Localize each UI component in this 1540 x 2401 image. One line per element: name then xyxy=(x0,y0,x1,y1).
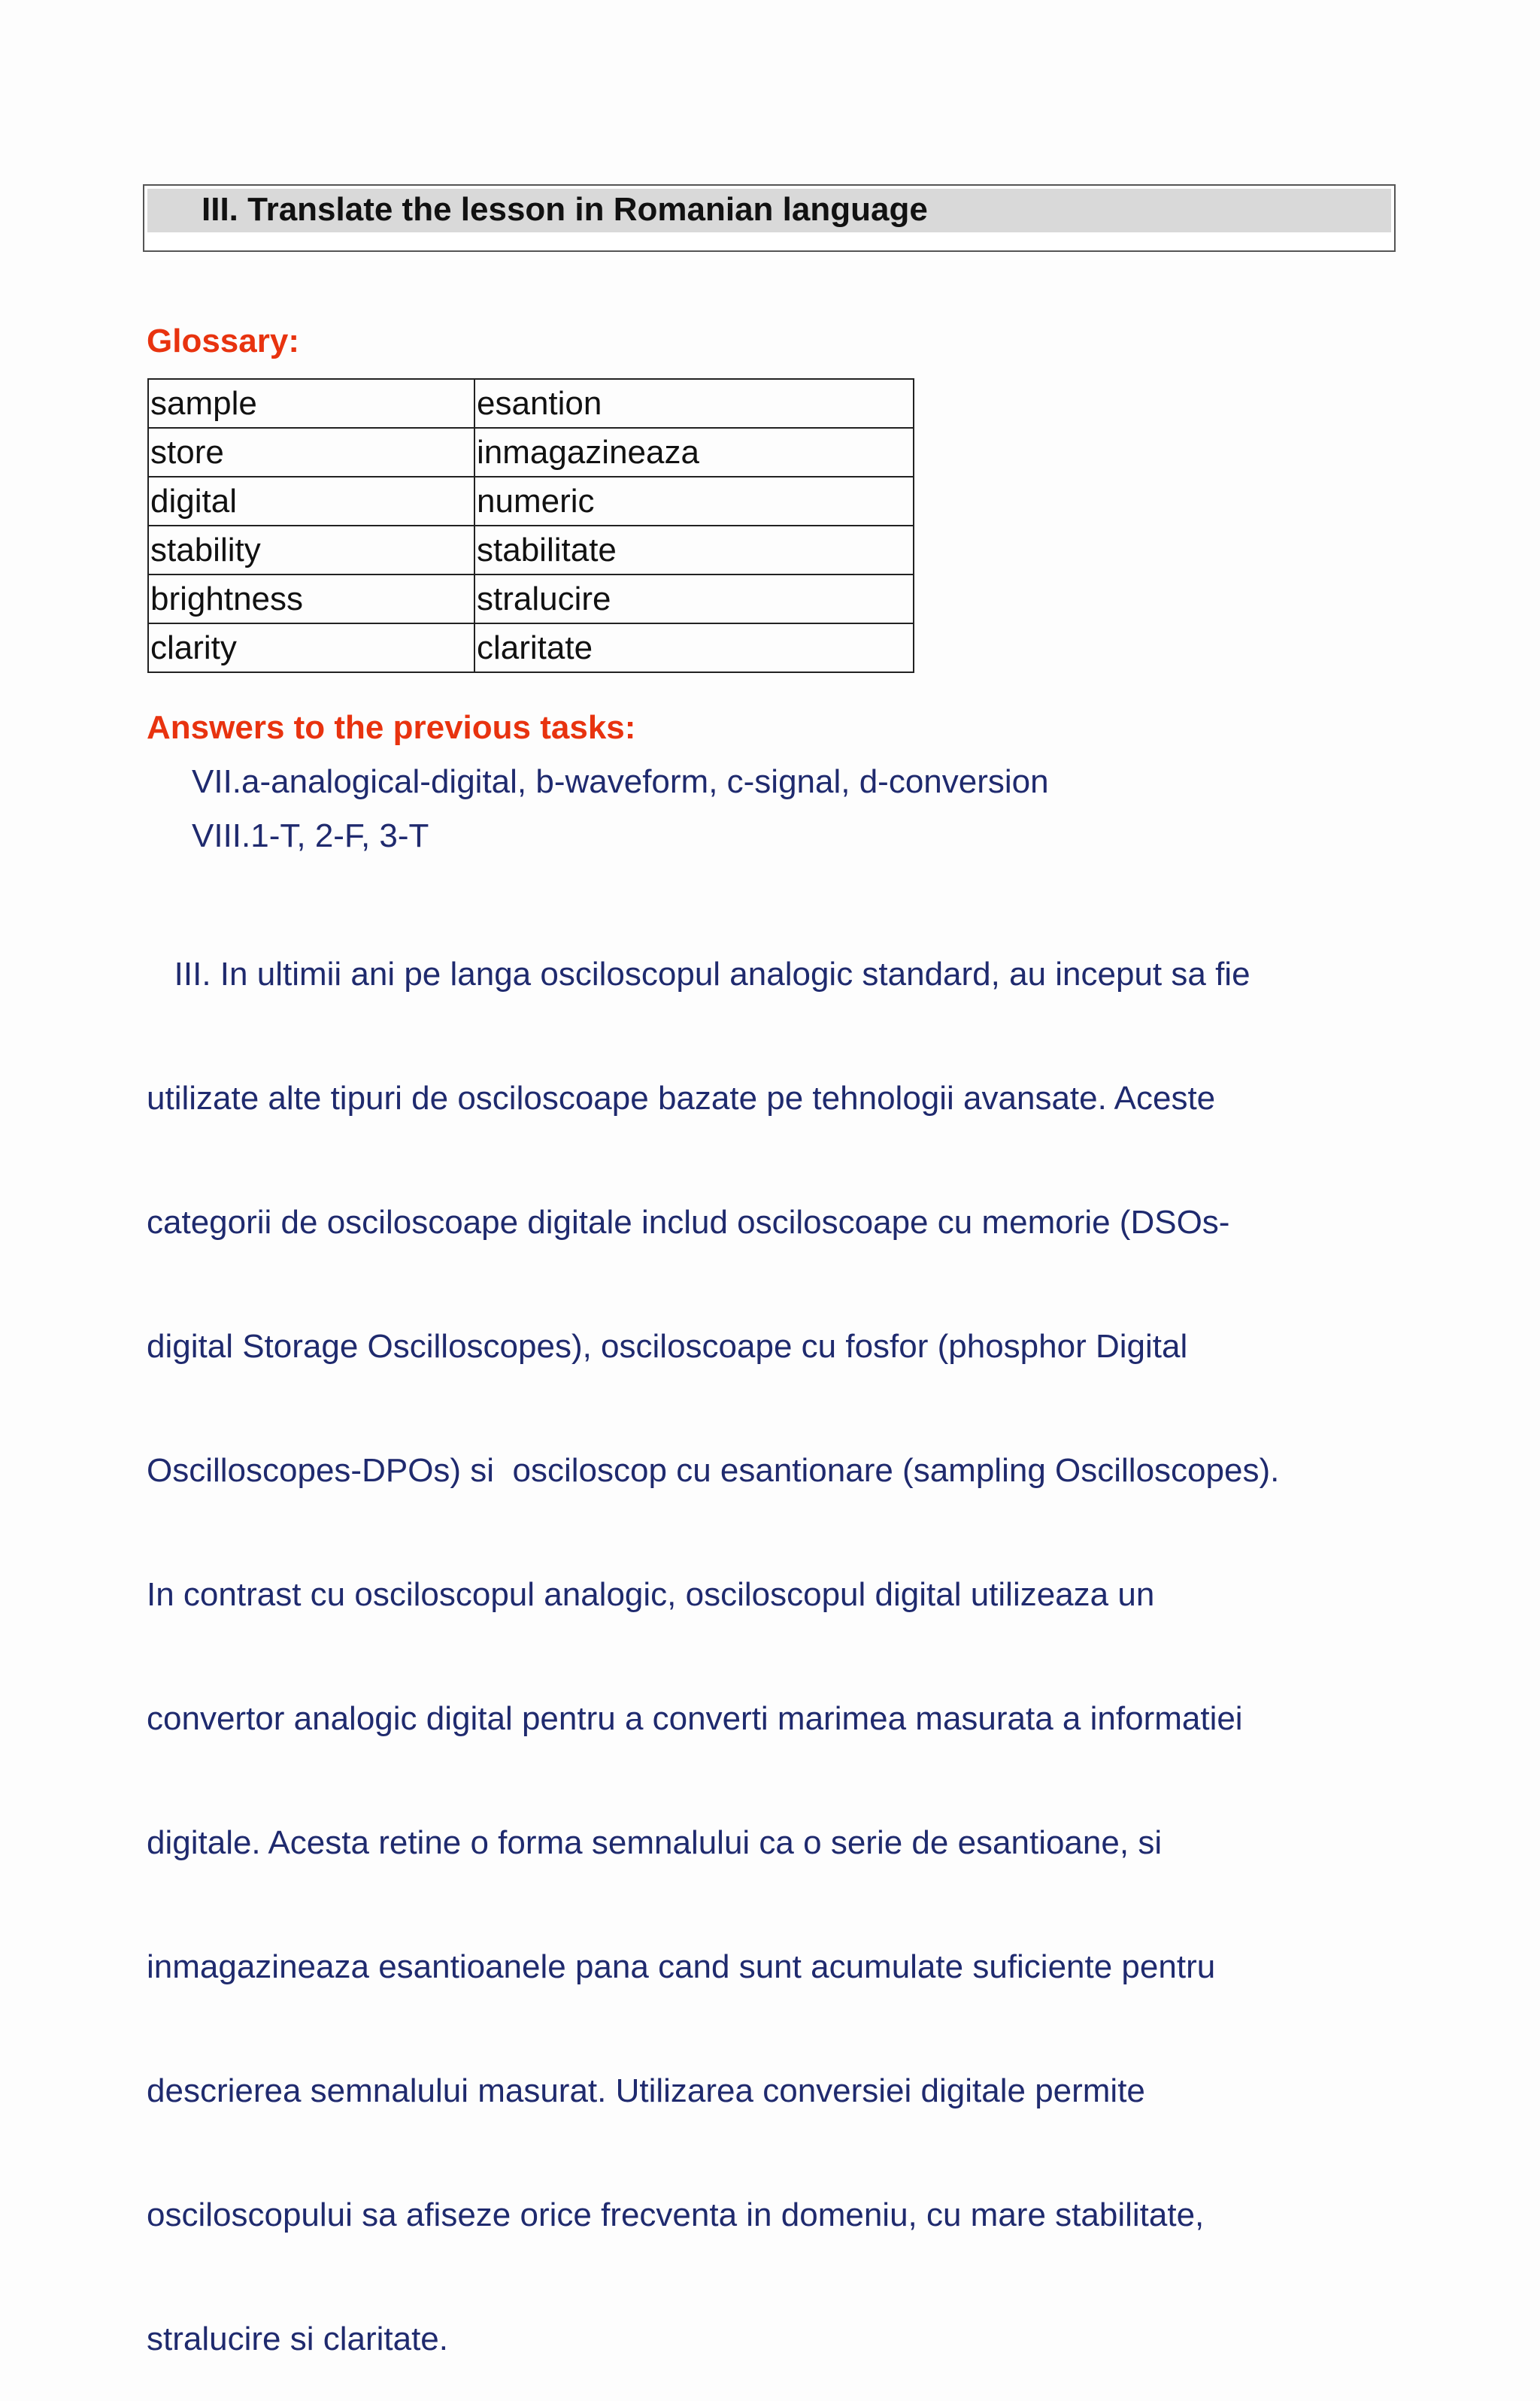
paragraph-line: stralucire si claritate. xyxy=(147,2321,449,2357)
glossary-table xyxy=(147,378,914,673)
paragraph-line: osciloscopului sa afiseze orice frecventa in domeniu, cu mare stabilitate, xyxy=(147,2196,1205,2233)
glossary-term: stability xyxy=(148,526,474,574)
paragraph-line: inmagazineaza esantioanele pana cand sunt acumulate suficiente pentru xyxy=(147,1948,1216,1985)
glossary-row xyxy=(148,428,914,477)
glossary-translation: inmagazineaza xyxy=(474,428,914,477)
paragraph-line: Oscilloscopes-DPOs) si osciloscop cu esantionare (sampling Oscilloscopes). xyxy=(147,1452,1280,1489)
answers-heading: Answers to the previous tasks: xyxy=(147,709,636,746)
paragraph-line: digitale. Acesta retine o forma semnalului ca o serie de esantioane, si xyxy=(147,1824,1163,1861)
glossary-translation: esantion xyxy=(474,379,914,428)
glossary-row xyxy=(148,477,914,526)
glossary-row xyxy=(148,379,914,428)
glossary-translation: claritate xyxy=(474,623,914,672)
paragraph-line: In contrast cu osciloscopul analogic, osciloscopul digital utilizeaza un xyxy=(147,1576,1155,1613)
glossary-translation: stralucire xyxy=(474,574,914,623)
glossary-term: clarity xyxy=(148,623,474,672)
glossary-translation: stabilitate xyxy=(474,526,914,574)
translation-paragraph xyxy=(147,871,1279,2401)
paragraph-line: digital Storage Oscilloscopes), osciloscoape cu fosfor (phosphor Digital xyxy=(147,1328,1188,1365)
glossary-term: digital xyxy=(148,477,474,526)
answer-line-vii: VII.a-analogical-digital, b-waveform, c-signal, d-conversion xyxy=(192,763,1049,800)
paragraph-line: utilizate alte tipuri de osciloscoape bazate pe tehnologii avansate. Aceste xyxy=(147,1080,1216,1117)
glossary-term: brightness xyxy=(148,574,474,623)
glossary-row xyxy=(148,526,914,574)
section-header-box xyxy=(143,184,1396,252)
glossary-term: sample xyxy=(148,379,474,428)
paragraph-line: convertor analogic digital pentru a converti marimea masurata a informatiei xyxy=(147,1700,1243,1737)
section-title: III. Translate the lesson in Romanian language xyxy=(202,191,928,228)
paragraph-line: III. In ultimii ani pe langa osciloscopul analogic standard, au inceput sa fie xyxy=(147,956,1250,993)
paragraph-line: descrierea semnalului masurat. Utilizarea conversiei digitale permite xyxy=(147,2072,1145,2109)
glossary-heading: Glossary: xyxy=(147,323,299,359)
paragraph-line: categorii de osciloscoape digitale includ osciloscoape cu memorie (DSOs- xyxy=(147,1204,1230,1241)
glossary-row xyxy=(148,574,914,623)
answer-line-viii: VIII.1-T, 2-F, 3-T xyxy=(192,817,429,854)
glossary-translation: numeric xyxy=(474,477,914,526)
glossary-term: store xyxy=(148,428,474,477)
glossary-row xyxy=(148,623,914,672)
